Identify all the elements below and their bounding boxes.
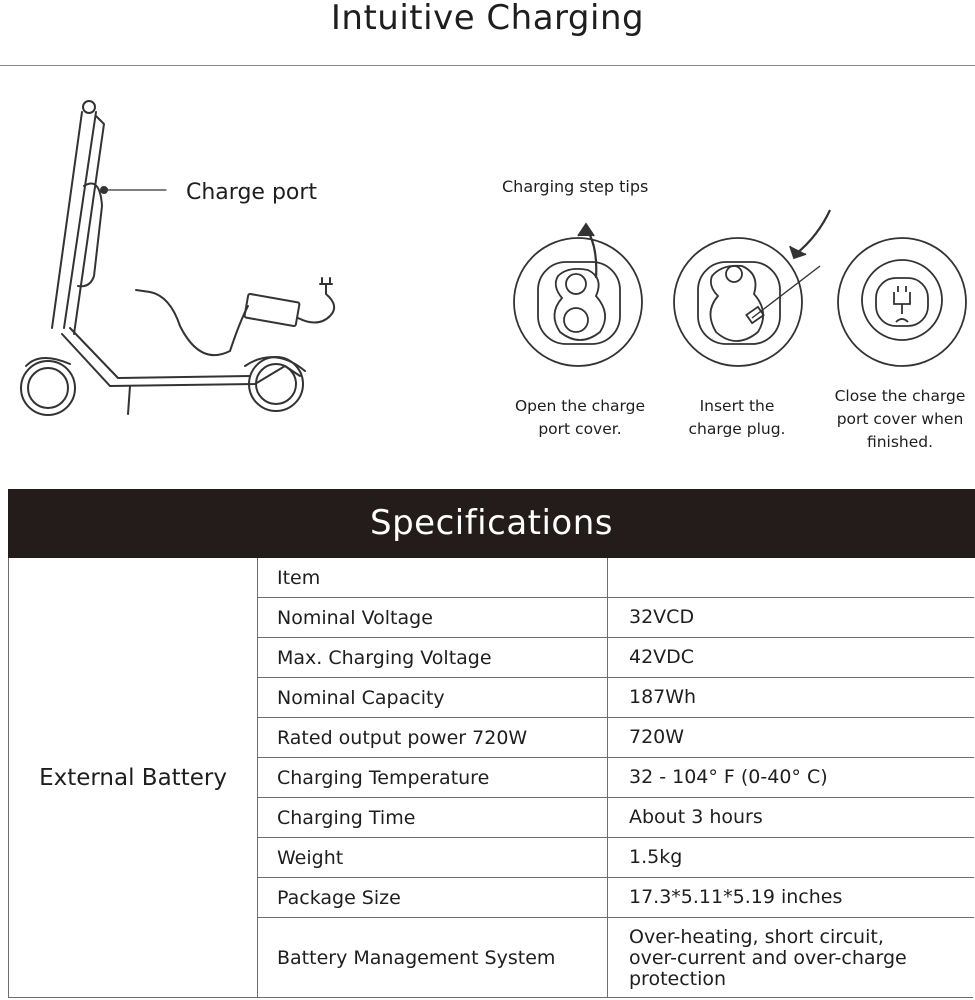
spec-rows (258, 558, 974, 998)
spec-value: About 3 hours (629, 806, 763, 828)
spec-item: Battery Management System (258, 918, 608, 998)
table-row (258, 838, 974, 878)
step-2-line-1: Insert the (699, 397, 775, 415)
step-close-cover-icon (838, 238, 966, 366)
step-1-line-2: port cover. (538, 420, 622, 438)
spec-item: Rated output power 720W (258, 718, 608, 757)
step-1-caption (500, 395, 660, 441)
table-row (258, 798, 974, 838)
table-row (258, 918, 974, 998)
spec-item: Nominal Capacity (258, 678, 608, 717)
table-row (258, 638, 974, 678)
spec-value: 1.5kg (629, 846, 683, 868)
step-3-line-1: Close the charge (834, 387, 966, 405)
charging-illustration (0, 66, 975, 486)
spec-item: Charging Temperature (258, 758, 608, 797)
group-label: External Battery (9, 558, 258, 998)
spec-item: Max. Charging Voltage (258, 638, 608, 677)
step-3-line-3: finished. (866, 433, 934, 451)
spec-value: 187Wh (629, 686, 697, 708)
step-1-line-1: Open the charge (514, 397, 645, 415)
spec-value: 42VDC (629, 646, 695, 668)
spec-value: 720W (629, 726, 685, 748)
specifications-table (8, 558, 973, 998)
spec-item: Item (258, 558, 608, 597)
handlebar-icon (83, 101, 95, 113)
charge-port-label: Charge port (186, 180, 318, 205)
table-row (258, 678, 974, 718)
spec-item: Charging Time (258, 798, 608, 837)
front-wheel-icon (21, 361, 75, 415)
table-row (258, 758, 974, 798)
step-3-line-2: port cover when (836, 410, 964, 428)
spec-value (608, 558, 974, 597)
rear-wheel-icon (249, 357, 303, 411)
spec-item: Weight (258, 838, 608, 877)
spec-item: Nominal Voltage (258, 598, 608, 637)
step-open-cover-icon (514, 224, 642, 366)
specifications-heading: Specifications (8, 489, 975, 558)
spec-value: 17.3*5.11*5.19 inches (629, 886, 843, 908)
spec-value: 32 - 104° F (0-40° C) (629, 766, 828, 788)
spec-value: Over-heating, short circuit, over-current and over-charge protection (629, 925, 907, 990)
charging-steps-label: Charging step tips (502, 177, 649, 196)
spec-value: 32VCD (629, 606, 695, 628)
spec-item: Package Size (258, 878, 608, 917)
step-2-caption (672, 395, 802, 441)
table-row (258, 558, 974, 598)
table-row (258, 718, 974, 758)
step-3-caption (826, 385, 974, 454)
page-title: Intuitive Charging (330, 0, 645, 38)
table-row (258, 598, 974, 638)
step-insert-plug-icon (674, 210, 830, 366)
step-2-line-2: charge plug. (688, 420, 786, 438)
charger-brick-icon (244, 294, 299, 327)
table-row (258, 878, 974, 918)
